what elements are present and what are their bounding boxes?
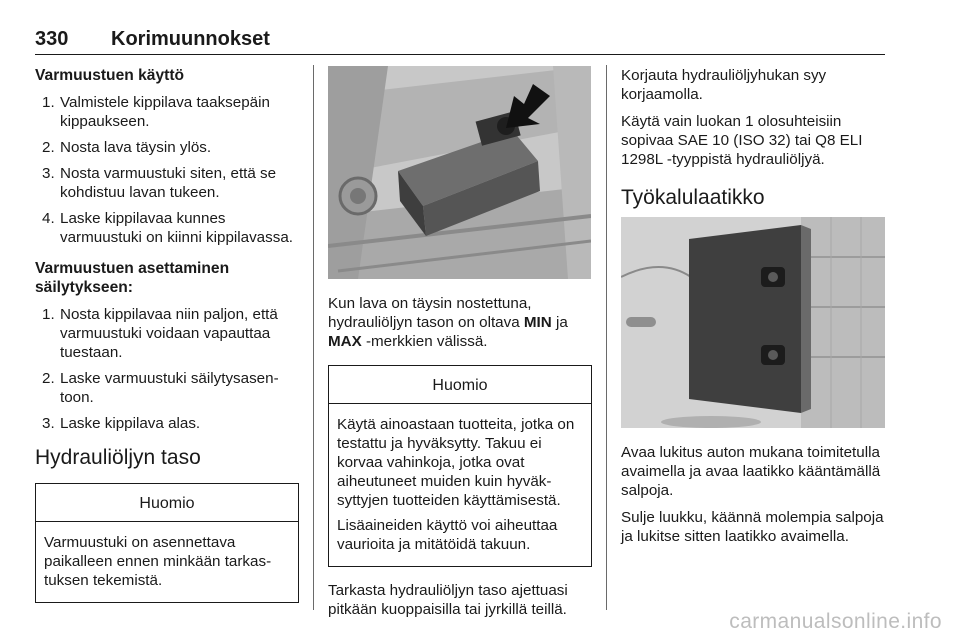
storage-steps: [35, 305, 299, 433]
storage-heading: Varmuustuen asettaminen säilytykseen:: [35, 260, 230, 296]
usage-steps: [35, 93, 299, 247]
hydraulic-tank-photo: [328, 66, 591, 279]
hydraulic-tank-illustration: [328, 66, 591, 279]
step-text: Nosta lava täysin ylös.: [60, 139, 212, 156]
min-mark: MIN: [523, 314, 552, 331]
oil-spec-text: Käytä vain luokan 1 olosuhteisiin sopivaa SAE 10 (ISO 32) tai Q8 ELI 1298L -tyyppistä hydrauliöljyä.: [621, 113, 863, 168]
list-item: [35, 414, 299, 433]
step-text: Nosta varmuustuki siten, että se kohdistuu lavan tukeen.: [60, 165, 277, 201]
notice-paragraph: Lisäaineiden käyttö voi aiheuttaa vaurioita ja mitätöidä takuun.: [337, 517, 558, 553]
notice-paragraph: Käytä ainoastaan tuotteita, jotka on testattu ja hyväksytty. Takuu ei korvaa vahinkoja, jotka ovat aiheutuneet muiden kuin hyväksyttyjen tuotteiden käyttämisestä.: [337, 416, 575, 509]
step-number: 1.: [42, 94, 55, 111]
usage-heading: Varmuustuen käyttö: [35, 67, 185, 84]
repair-text: Korjauta hydrauliöljyhukan syy korjaamolla.: [621, 67, 827, 103]
step-text: Valmistele kippilava taaksepäin kippaukseen.: [60, 94, 270, 130]
list-item: [35, 93, 299, 131]
step-number: 4.: [42, 210, 55, 227]
oil-check-text: Tarkasta hydrauliöljyn taso ajettuasi pitkään kuoppaisilla tai jyrkillä teillä.: [328, 582, 568, 618]
list-item: [35, 209, 299, 247]
step-number: 3.: [42, 415, 55, 432]
step-number: 1.: [42, 306, 55, 323]
close-text: Sulje luukku, käännä molempia salpoja ja lukitse sitten laatikko avaimella.: [621, 509, 884, 545]
column-divider-1: [313, 65, 314, 610]
toolbox-photo: [621, 217, 885, 428]
list-item: [35, 305, 299, 362]
oil-level-heading: Hydrauliöljyn taso: [35, 446, 201, 469]
page-number: 330: [35, 28, 69, 50]
right-column-bottom: [621, 443, 886, 554]
step-text: Laske varmuustuki säilytysasentoon.: [60, 370, 279, 406]
toolbox-illustration: [621, 217, 885, 428]
step-text: Laske kippilava alas.: [60, 415, 201, 432]
step-text: Laske kippilavaa kunnes varmuustuki on kiinni kippilavassa.: [60, 210, 293, 246]
step-number: 2.: [42, 139, 55, 156]
watermark: carmanualsonline.info: [729, 610, 942, 633]
notice-title: Huomio: [36, 484, 298, 522]
step-number: 2.: [42, 370, 55, 387]
left-column: [35, 66, 299, 603]
step-text: Nosta kippilavaa niin paljon, että varmuustuki voidaan vapauttaa tuestaan.: [60, 306, 278, 361]
notice-title: Huomio: [329, 366, 591, 404]
max-mark: MAX: [328, 333, 362, 350]
list-item: [35, 164, 299, 202]
list-item: [35, 138, 299, 157]
notice-text: Varmuustuki on asennettava paikalleen ennen minkään tarkastuksen tekemistä.: [44, 534, 272, 589]
step-number: 3.: [42, 165, 55, 182]
middle-column: [328, 294, 592, 627]
list-item: [35, 369, 299, 407]
unlock-text: Avaa lukitus auton mukana toimitetulla avaimella ja avaa laatikko kääntämällä salpoja.: [621, 444, 881, 499]
chapter-title: Korimuunnokset: [111, 28, 270, 50]
notice-box: [35, 483, 299, 603]
right-column-top: [621, 66, 886, 211]
page-header: [35, 28, 885, 55]
column-divider-2: [606, 65, 607, 610]
oil-level-text: Kun lava on täysin nostettuna, hydrauliöljyn tason on oltava MIN ja MAX -merkkien välissä.: [328, 295, 568, 350]
notice-box: [328, 365, 592, 567]
toolbox-heading: Työkalulaatikko: [621, 186, 765, 209]
